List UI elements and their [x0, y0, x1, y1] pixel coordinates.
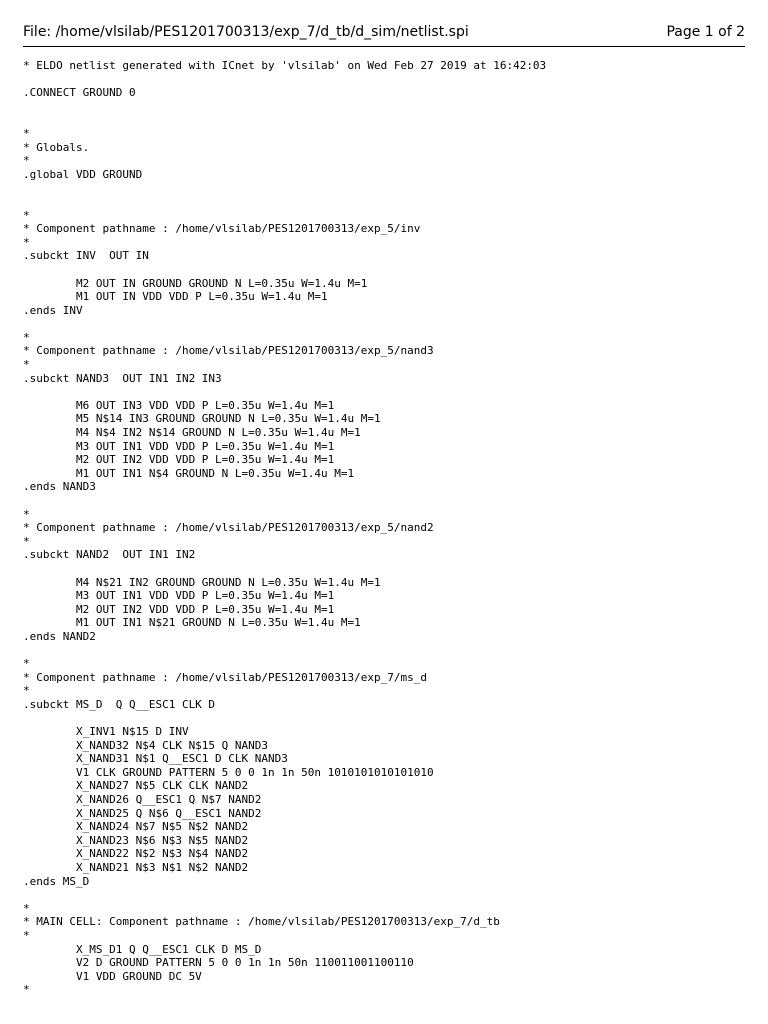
file-path-label: File: /home/vlsilab/PES1201700313/exp_7/d_tb/d_sim/netlist.spi	[23, 24, 469, 40]
netlist-line: .ends NAND2	[23, 629, 96, 643]
netlist-line: M1 OUT IN VDD VDD P L=0.35u W=1.4u M=1	[23, 290, 328, 304]
netlist-line: M2 OUT IN2 VDD VDD P L=0.35u W=1.4u M=1	[23, 453, 335, 467]
netlist-line: .global VDD GROUND	[23, 167, 143, 181]
netlist-line: .subckt INV OUT IN	[23, 249, 149, 263]
netlist-line: M4 N$4 IN2 N$14 GROUND N L=0.35u W=1.4u M=1	[23, 426, 361, 440]
netlist-line: * Component pathname : /home/vlsilab/PES1201700313/exp_5/nand3	[23, 344, 434, 358]
netlist-line: * MAIN CELL: Component pathname : /home/vlsilab/PES1201700313/exp_7/d_tb	[23, 915, 500, 929]
netlist-line: V1 VDD GROUND DC 5V	[23, 969, 202, 983]
netlist-line: X_NAND26 Q__ESC1 Q N$7 NAND2	[23, 793, 262, 807]
netlist-listing	[23, 59, 758, 997]
netlist-line: *	[23, 235, 30, 249]
netlist-line: X_NAND23 N$6 N$3 N$5 NAND2	[23, 833, 249, 847]
netlist-line: *	[23, 330, 30, 344]
netlist-line: M4 N$21 IN2 GROUND GROUND N L=0.35u W=1.4u M=1	[23, 575, 381, 589]
netlist-line: M6 OUT IN3 VDD VDD P L=0.35u W=1.4u M=1	[23, 398, 335, 412]
netlist-line: * ELDO netlist generated with ICnet by 'vlsilab' on Wed Feb 27 2019 at 16:42:03	[23, 59, 547, 72]
netlist-line: *	[23, 507, 30, 521]
netlist-line: M3 OUT IN1 VDD VDD P L=0.35u W=1.4u M=1	[23, 589, 335, 603]
netlist-line: V2 D GROUND PATTERN 5 0 0 1n 1n 50n 110011001100110	[23, 956, 414, 970]
netlist-line: *	[23, 208, 30, 222]
netlist-line: X_NAND25 Q N$6 Q__ESC1 NAND2	[23, 806, 262, 820]
netlist-line: .ends INV	[23, 303, 83, 317]
netlist-line: .ends NAND3	[23, 480, 96, 494]
netlist-line	[23, 712, 758, 726]
netlist-line: X_NAND31 N$1 Q__ESC1 D CLK NAND3	[23, 752, 288, 766]
netlist-line: M2 OUT IN2 VDD VDD P L=0.35u W=1.4u M=1	[23, 602, 335, 616]
netlist-line: M5 N$14 IN3 GROUND GROUND N L=0.35u W=1.4u M=1	[23, 412, 381, 426]
netlist-line: .subckt NAND3 OUT IN1 IN2 IN3	[23, 371, 222, 385]
netlist-line: X_NAND22 N$2 N$3 N$4 NAND2	[23, 847, 249, 861]
netlist-line: .CONNECT GROUND 0	[23, 86, 136, 100]
page-header	[23, 20, 745, 44]
page-number-label: Page 1 of 2	[666, 24, 745, 40]
netlist-line: * Globals.	[23, 140, 90, 154]
netlist-line: *	[23, 901, 30, 915]
netlist-line: X_INV1 N$15 D INV	[23, 725, 189, 739]
netlist-line	[23, 100, 758, 114]
netlist-line: X_NAND24 N$7 N$5 N$2 NAND2	[23, 820, 249, 834]
netlist-line: X_NAND27 N$5 CLK CLK NAND2	[23, 779, 249, 793]
netlist-line: .ends MS_D	[23, 874, 90, 888]
netlist-line: *	[23, 534, 30, 548]
netlist-line: *	[23, 154, 30, 168]
netlist-line: .subckt NAND2 OUT IN1 IN2	[23, 548, 196, 562]
netlist-line	[23, 73, 758, 87]
netlist-line: X_MS_D1 Q Q__ESC1 CLK D MS_D	[23, 942, 262, 956]
netlist-line	[23, 494, 758, 508]
netlist-line	[23, 113, 758, 127]
netlist-line: M2 OUT IN GROUND GROUND N L=0.35u W=1.4u M=1	[23, 276, 368, 290]
netlist-line	[23, 888, 758, 902]
netlist-line: M1 OUT IN1 N$4 GROUND N L=0.35u W=1.4u M=1	[23, 466, 355, 480]
netlist-line: .subckt MS_D Q Q__ESC1 CLK D	[23, 697, 216, 711]
netlist-line: *	[23, 657, 30, 671]
netlist-line	[23, 317, 758, 331]
netlist-line	[23, 562, 758, 576]
netlist-line: * Component pathname : /home/vlsilab/PES1201700313/exp_5/inv	[23, 222, 421, 236]
netlist-line	[23, 195, 758, 209]
netlist-line: *	[23, 126, 30, 140]
netlist-line: * Component pathname : /home/vlsilab/PES1201700313/exp_5/nand2	[23, 521, 434, 535]
netlist-line: M3 OUT IN1 VDD VDD P L=0.35u W=1.4u M=1	[23, 439, 335, 453]
netlist-line: V1 CLK GROUND PATTERN 5 0 0 1n 1n 50n 1010101010101010	[23, 765, 434, 779]
netlist-line: * Component pathname : /home/vlsilab/PES1201700313/exp_7/ms_d	[23, 670, 427, 684]
netlist-line: X_NAND32 N$4 CLK N$15 Q NAND3	[23, 738, 269, 752]
netlist-line	[23, 181, 758, 195]
header-divider	[23, 46, 745, 47]
netlist-line	[23, 263, 758, 277]
netlist-line	[23, 385, 758, 399]
netlist-line: *	[23, 358, 30, 372]
netlist-line: *	[23, 929, 30, 942]
netlist-line: *	[23, 684, 30, 698]
netlist-line: *	[23, 983, 30, 997]
netlist-line: X_NAND21 N$3 N$1 N$2 NAND2	[23, 861, 249, 875]
netlist-line: M1 OUT IN1 N$21 GROUND N L=0.35u W=1.4u M=1	[23, 616, 361, 630]
netlist-line	[23, 644, 758, 658]
